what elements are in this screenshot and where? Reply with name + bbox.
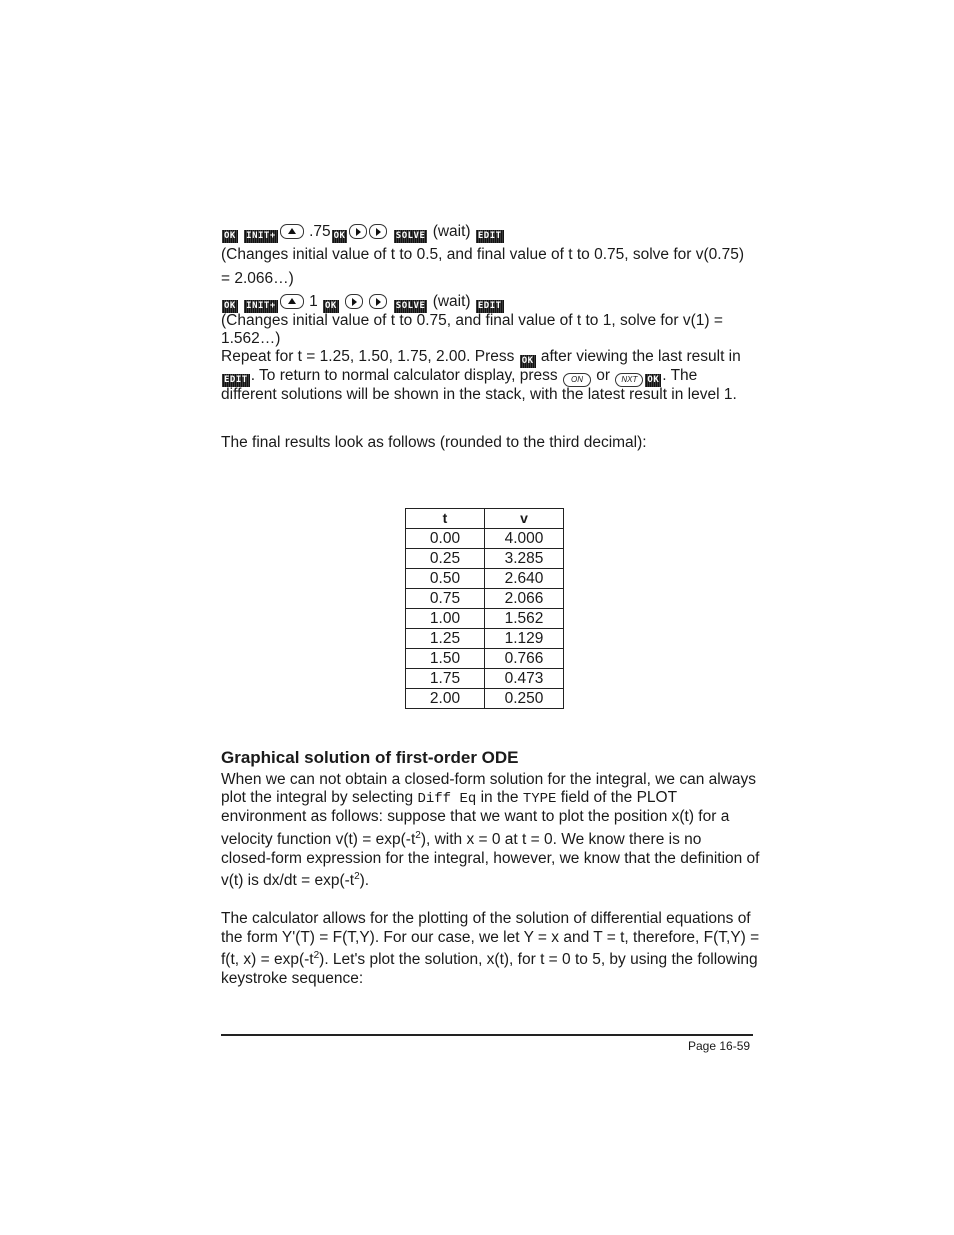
ok-softkey: OK [224,231,236,241]
ok-softkey: OK [325,301,337,311]
right-arrow-key-icon [349,224,367,239]
table-cell: 1.129 [485,629,564,649]
text-span: . To return to normal calculator display, press [250,367,558,384]
keystroke-value: .75 [309,223,331,240]
right-arrow-key-icon [369,294,387,309]
table-cell: 2.00 [406,689,485,709]
table-row [406,609,564,629]
paragraph-line: (Changes initial value of t to 0.75, and final value of t to 1, solve for v(1) = [221,312,723,329]
section-heading: Graphical solution of first-order ODE [221,748,519,767]
edit-softkey: EDIT [224,375,248,385]
keystroke-value: 1 [309,293,318,310]
page-number: Page 16-59 [688,1039,751,1053]
table-cell: 0.00 [406,529,485,549]
table-cell: 0.766 [485,649,564,669]
wait-text: (wait) [432,223,471,240]
paragraph-line: environment as follows: suppose that we want to plot the position x(t) for a [221,808,730,825]
paragraph-line [221,950,758,969]
ok-softkey: OK [647,375,660,385]
paragraph-line [221,871,369,890]
table-cell: 0.250 [485,689,564,709]
init-softkey: INIT+ [246,301,276,311]
table-row [406,649,564,669]
table-cell: 1.00 [406,609,485,629]
init-softkey: INIT+ [246,231,276,241]
paragraph-line: = 2.066…) [221,270,294,287]
code-diff-eq: Diff Eq [417,791,477,807]
table-row [406,549,564,569]
text-span: plot the integral by selecting [221,789,414,806]
table-cell: 1.75 [406,669,485,689]
right-arrow-key-icon [369,224,387,239]
table-cell: 4.000 [485,529,564,549]
table-cell: 2.640 [485,569,564,589]
edit-softkey: EDIT [477,301,502,311]
text-span: ). Let's plot the solution, x(t), for t = 0 to 5, by using the following [319,951,758,968]
table-cell: 0.75 [406,589,485,609]
paragraph-line: keystroke sequence: [221,970,364,987]
paragraph-line [221,347,741,368]
paragraph-line: (Changes initial value of t to 0.5, and final value of t to 0.75, solve for v(0.75) [221,246,744,263]
text-span: . The [662,367,698,384]
on-key-icon: ON [563,373,591,387]
solve-softkey: SOLVE [395,301,426,311]
text-span: in the [480,789,519,806]
solve-softkey: SOLVE [395,231,426,241]
text-span: f(t, x) = exp(-t [221,951,314,968]
table-cell: 1.25 [406,629,485,649]
paragraph-line: 1.562…) [221,330,281,347]
table-row [406,629,564,649]
results-table [405,508,564,709]
superscript: 2 [313,950,320,961]
superscript: 2 [354,871,360,882]
paragraph-line: The final results look as follows (rounded to the third decimal): [221,434,647,451]
keystroke-line-1 [221,222,505,243]
table-cell: 0.473 [485,669,564,689]
code-type: TYPE [522,791,557,807]
footer-rule [221,1034,753,1036]
text-span: ). [359,872,370,889]
paragraph-line [221,366,697,387]
text-span: velocity function v(t) = exp(-t [221,831,416,848]
table-cell: 1.562 [485,609,564,629]
text-span: field of the PLOT [560,789,678,806]
text-span: or [596,367,611,384]
ok-softkey: OK [224,301,236,311]
table-row [406,669,564,689]
paragraph-line [221,788,677,809]
table-cell: 1.50 [406,649,485,669]
paragraph-line: different solutions will be shown in the stack, with the latest result in level 1. [221,386,737,403]
wait-text: (wait) [432,293,471,310]
text-span: after viewing the last result in [540,348,741,365]
table-header-v: v [485,509,564,529]
table-row [406,689,564,709]
superscript: 2 [415,830,421,841]
text-span: v(t) is dx/dt = exp(-t [221,872,355,889]
table-row [406,589,564,609]
table-cell: 2.066 [485,589,564,609]
nxt-key-icon: NXT [615,373,643,387]
table-cell: 3.285 [485,549,564,569]
table-header-t: t [406,509,485,529]
up-arrow-key-icon [280,224,304,239]
ok-softkey: OK [521,356,534,366]
paragraph-line: When we can not obtain a closed-form solution for the integral, we can always [221,771,757,788]
paragraph-line: The calculator allows for the plotting of the solution of differential equations of [221,910,751,927]
table-row [406,529,564,549]
edit-softkey: EDIT [477,231,502,241]
ok-softkey: OK [333,231,346,241]
table-row [406,569,564,589]
table-cell: 0.25 [406,549,485,569]
up-arrow-key-icon [280,294,304,309]
keystroke-line-2 [221,292,505,313]
table-header-row [406,509,564,529]
text-span: ), with x = 0 at t = 0. We know there is no [420,831,702,848]
paragraph-line [221,830,701,849]
table-cell: 0.50 [406,569,485,589]
paragraph-line: closed-form expression for the integral, however, we know that the definition of [221,850,760,867]
paragraph-line: the form Y'(T) = F(T,Y). For our case, we let Y = x and T = t, therefore, F(T,Y) = [221,929,760,946]
right-arrow-key-icon [345,294,363,309]
text-span: Repeat for t = 1.25, 1.50, 1.75, 2.00. Press [221,348,515,365]
